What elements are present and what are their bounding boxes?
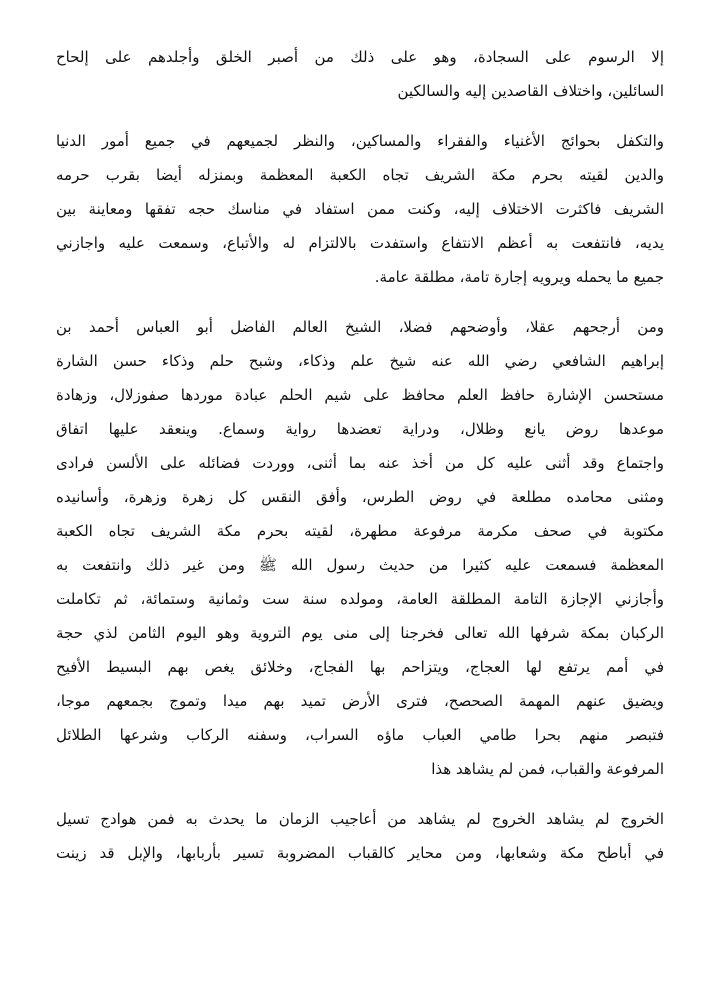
text-line: واجتماع وقد أثنى عليه كل من أخذ عنه بما أثنى، ووردت فضائله على الألسن فرادى	[56, 454, 664, 472]
text-line: المعظمة فسمعت عليه كثيرا من حديث رسول الله ﷺ ومن غير ذلك وانتفعت به	[56, 556, 664, 574]
text-line: ومن أرجحهم عقلا، وأوضحهم فضلا، الشيخ العالم الفاضل أبو العباس أحمد بن	[56, 318, 664, 336]
paragraph-1	[56, 40, 664, 108]
text-line: فتبصر منهم بحرا طامي العباب ماؤه السراب، وسفنه الركاب وشرعها الطلائل	[56, 726, 664, 744]
text-line: مكتوبة في صحف مكرمة مرفوعة مطهرة، لقيته بحرم مكة الشريف تجاه الكعبة	[56, 522, 664, 540]
text-line: الخروج لم يشاهد الخروج لم يشاهد من أعاجيب الزمان ما يحدث به فمن هوادج تسيل	[56, 810, 664, 828]
paragraph-2	[56, 124, 664, 294]
text-line: يديه، فانتفعت به أعظم الانتفاع واستفدت بالالتزام له والأتباع، وسمعت عليه واجازني	[56, 234, 664, 252]
text-line: المرفوعة والقباب، فمن لم يشاهد هذا	[431, 760, 664, 778]
text-line: ويضيق عنهم المهمة الصحصح، فترى الأرض تميد بهم ميدا وتموج بجمعهم موجا،	[56, 692, 664, 710]
text-line: والتكفل بحوائج الأغنياء والفقراء والمساكين، والنظر لجميعهم في جميع أمور الدنيا	[56, 132, 664, 150]
text-line: إلا الرسوم على السجادة، وهو على ذلك من أصبر الخلق وأجلدهم على إلحاح	[56, 48, 664, 66]
text-line: وأجازني الإجازة التامة المطلقة العامة، ومولده سنة ست وثمانية وستمائة، ثم تكاملت	[56, 590, 664, 608]
text-line: والدين لقيته بحرم مكة الشريف تجاه الكعبة المعظمة وبمنزله أيضا بقرب حرمه	[56, 166, 664, 184]
paragraph-3	[56, 310, 664, 786]
text-line: في أباطح مكة وشعابها، ومن محاير كالقباب المضروبة تسير بأربابها، والإبل قد زينت	[56, 844, 664, 862]
text-line: إبراهيم الشافعي رضي الله عنه شيخ علم وذكاء، وشبح حلم وذكاء حسن الشارة	[56, 352, 664, 370]
document-page	[56, 40, 664, 886]
text-line: مستحسن الإشارة حافظ العلم محافظ على شيم الحلم عبادة موردها صفوزلال، وزهادة	[56, 386, 664, 404]
text-line: موعدها روض يانع وظلال، ودراية تعضدها رواية وسماع. وينعقد عليها اتفاق	[56, 420, 664, 438]
text-line: السائلين، واختلاف القاصدين إليه والسالكين	[397, 82, 664, 100]
text-line: ومثنى محامده مطلعة في روض الطرس، وأفق النقس كل زهرة وزهرة، وأسانيده	[56, 488, 664, 506]
text-line: الشريف فاكثرت الاختلاف إليه، وكنت ممن استفاد في مناسك حجه تفقها ومعاينة بين	[56, 200, 664, 218]
text-line: جميع ما يحمله ويرويه إجارة تامة، مطلقة عامة.	[374, 268, 664, 286]
text-line: في أمم يرتفع لها العجاج، ويتزاحم بها الفجاج، وخلائق يغص بهم البسيط الأفيح	[56, 658, 664, 676]
text-line: الركبان بمكة شرفها الله تعالى فخرجنا إلى منى يوم التروية وهو اليوم الثامن لذي حجة	[56, 624, 664, 642]
paragraph-4	[56, 802, 664, 870]
